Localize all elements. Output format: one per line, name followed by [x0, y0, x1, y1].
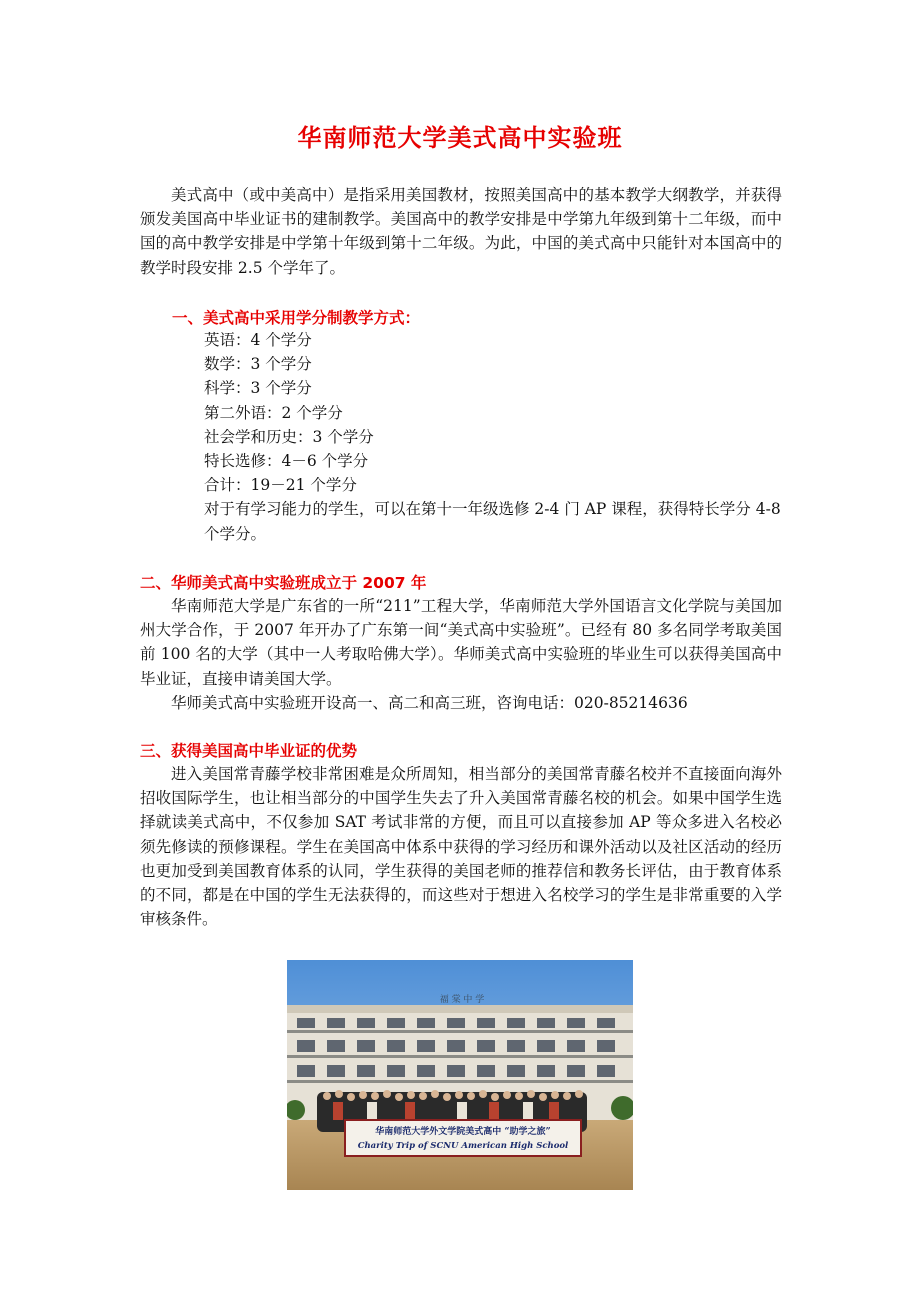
section3-paragraph: 进入美国常青藤学校非常困难是众所周知，相当部分的美国常青藤名校并不直接面向海外招收国际学生，也让相当部分的中国学生失去了升入美国常青藤名校的机会。如果中国学生选择就读美式高中，不仅参加 SAT 考试非常的方便，而且可以直接参加 AP 等众多进入名校必须先修读的预修课程。学生在美国高中体系中获得的学习经历和课外活动以及社区活动的经历也更加受到美国教育体系的认同，学生获得的美国老师的推荐信和教务长评估，由于教育体系的不同，都是在中国的学生无法获得的，而这些对于想进入名校学习的学生是非常重要的入学审核条件。 [140, 765, 782, 929]
credits-list [204, 328, 784, 546]
group-photo [287, 960, 633, 1190]
page-title: 华南师范大学美式高中实验班 [297, 124, 623, 152]
list-item: 科学：3 个学分 [204, 379, 312, 398]
list-item: 特长选修：4－6 个学分 [204, 452, 369, 471]
contact-paragraph: 华师美式高中实验班开设高一、高二和高三班，咨询电话：020-85214636 [171, 694, 688, 712]
intro-paragraph: 美式高中（或中美高中）是指采用美国教材，按照美国高中的基本教学大纲教学，并获得颁发美国高中毕业证书的建制教学。美国高中的教学安排是中学第九年级到第十二年级，而中国的高中教学安排是中学第十年级到第十二年级。为此，中国的美式高中只能针对本国高中的教学时段安排 2.5 个学年了。 [140, 186, 782, 277]
section3-heading: 三、获得美国高中毕业证的优势 [140, 742, 358, 760]
list-item: 社会学和历史：3 个学分 [204, 427, 374, 446]
section1-heading: 一、美式高中采用学分制教学方式： [172, 309, 421, 327]
section2-paragraph: 华南师范大学是广东省的一所“211”工程大学，华南师范大学外国语言文化学院与美国加州大学合作，于 2007 年开办了广东第一间“美式高中实验班”。已经有 80 多名同学考取美国前 100 名的大学（其中一人考取哈佛大学）。华师美式高中实验班的毕业生可以获得美国高中毕业证，直接申请美国大学。 [140, 597, 782, 688]
list-item: 英语：4 个学分 [204, 331, 312, 349]
banner-line-2: Charity Trip of SCNU American High School [357, 1141, 569, 1151]
banner-line-1: 华南师范大学外文学院美式高中 “助学之旅” [375, 1127, 551, 1137]
group-photo-drawing [287, 960, 633, 1190]
ap-note: 对于有学习能力的学生，可以在第十一年级选修 2-4 门 AP 课程，获得特长学分 4-8 个学分。 [204, 500, 781, 543]
building-sign: 福 棠 中 学 [439, 995, 485, 1005]
list-item: 数学：3 个学分 [204, 355, 312, 374]
section2-heading: 二、华师美式高中实验班成立于 2007 年 [140, 574, 427, 592]
list-item: 合计：19－21 个学分 [204, 476, 357, 495]
list-item: 第二外语：2 个学分 [204, 403, 343, 422]
